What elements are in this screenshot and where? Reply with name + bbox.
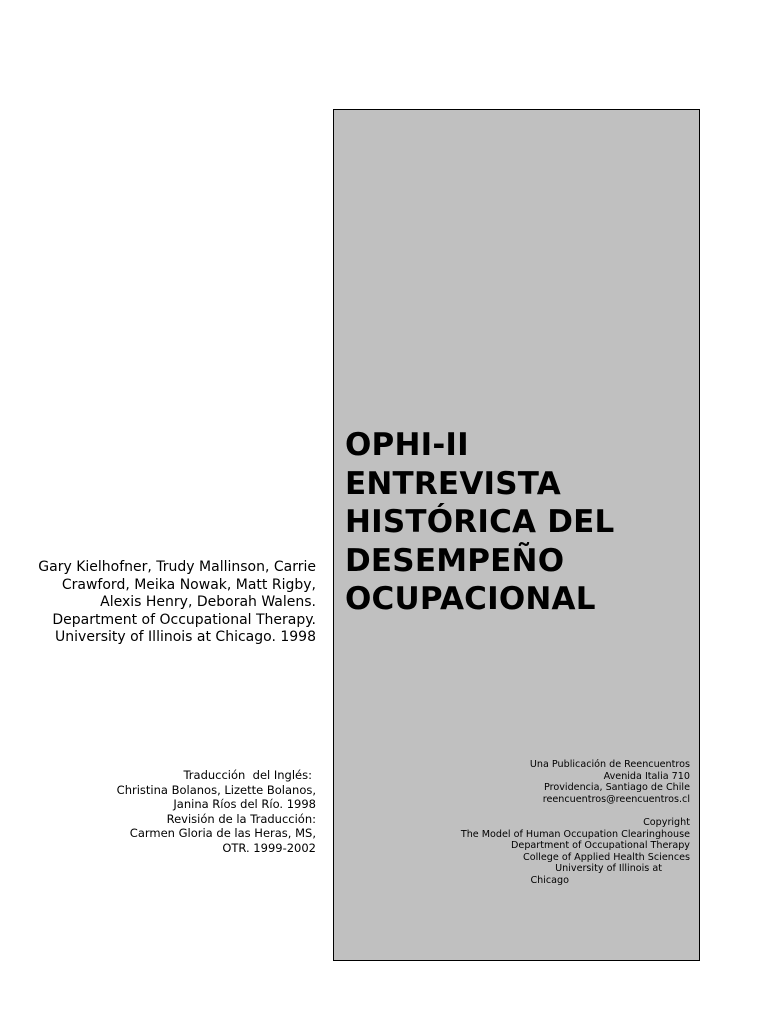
- translation-line: Revisión de la Traducción:: [166, 811, 316, 826]
- translation-line: Traducción del Inglés:: [183, 768, 312, 782]
- authors-block: [30, 559, 316, 665]
- translation-line: OTR. 1999-2002: [222, 840, 316, 855]
- email-line: reencuentros@reencuentros.cl: [542, 793, 690, 805]
- org-line: The Model of Human Occupation Clearinghouse: [460, 828, 690, 840]
- university-line: University of Illinois at: [555, 863, 662, 875]
- publication-line: Una Publicación de Reencuentros: [529, 759, 690, 770]
- title-line: HISTÓRICA DEL: [345, 504, 615, 540]
- translation-credits: [40, 768, 316, 855]
- author-affiliation: Department of Occupational Therapy. University of Illinois at Chicago. 1998: [52, 611, 316, 646]
- city2-line: Chicago: [530, 874, 569, 886]
- translation-line: Janina Ríos del Río. 1998: [173, 797, 316, 811]
- address-line: Avenida Italia 710: [603, 770, 690, 782]
- department-line: Department of Occupational Therapy: [511, 840, 690, 852]
- college-line: College of Applied Health Sciences: [523, 851, 690, 863]
- translation-line: Carmen Gloria de las Heras, MS,: [129, 826, 316, 840]
- title-line: ENTREVISTA: [345, 465, 561, 502]
- title-line: OPHI-II: [345, 427, 469, 463]
- title-line: DESEMPEÑO: [345, 542, 565, 579]
- translation-line: Christina Bolanos, Lizette Bolanos,: [116, 782, 316, 797]
- spacer: [400, 805, 690, 817]
- document-title: [345, 426, 690, 619]
- title-line: OCUPACIONAL: [345, 581, 596, 617]
- city-line: Providencia, Santiago de Chile: [544, 782, 690, 794]
- author-names: Gary Kielhofner, Trudy Mallinson, Carrie Crawford, Meika Nowak, Matt Rigby, Alexis Henry, Deborah Walens.: [38, 559, 316, 611]
- copyright-label: Copyright: [643, 816, 690, 828]
- publisher-info: [400, 759, 690, 887]
